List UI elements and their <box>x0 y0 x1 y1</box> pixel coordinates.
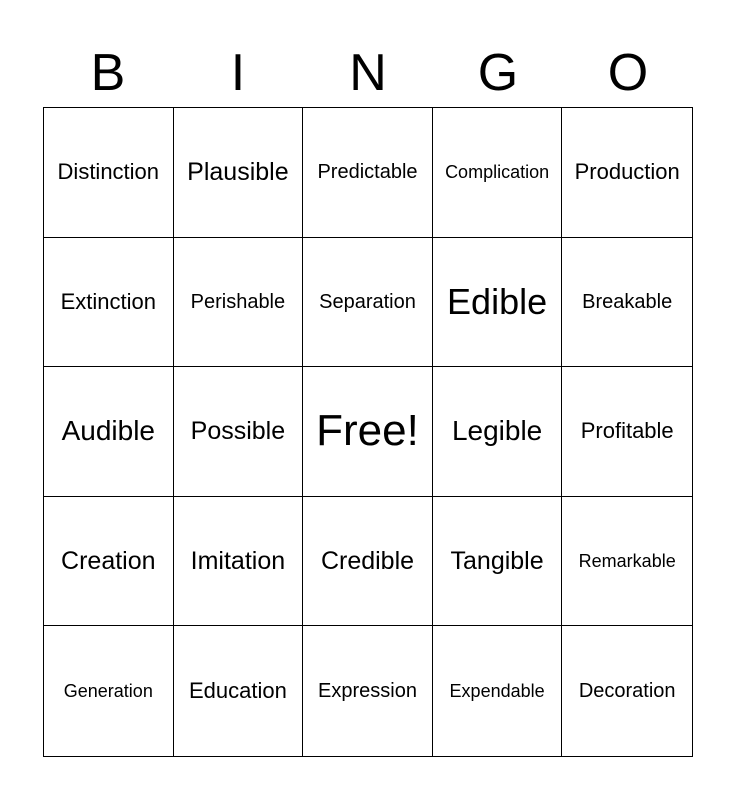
header-letter-b: B <box>90 44 126 102</box>
bingo-header <box>43 40 693 106</box>
header-letter-o: O <box>607 44 649 102</box>
bingo-cell[interactable]: Tangible <box>433 497 563 627</box>
bingo-cell[interactable]: Distinction <box>44 108 174 238</box>
bingo-cell[interactable]: Remarkable <box>562 497 692 627</box>
bingo-cell[interactable]: Possible <box>174 367 304 497</box>
header-letter-n: N <box>349 44 387 102</box>
bingo-cell[interactable]: Credible <box>303 497 433 627</box>
bingo-cell[interactable]: Breakable <box>562 238 692 368</box>
bingo-cell[interactable]: Education <box>174 626 304 756</box>
free-space-cell[interactable]: Free! <box>303 367 433 497</box>
bingo-cell[interactable]: Perishable <box>174 238 304 368</box>
bingo-cell[interactable]: Creation <box>44 497 174 627</box>
bingo-cell[interactable]: Plausible <box>174 108 304 238</box>
bingo-board <box>43 107 693 757</box>
bingo-cell[interactable]: Decoration <box>578 680 676 703</box>
bingo-cell[interactable]: Separation <box>303 238 433 368</box>
bingo-cell[interactable]: Production <box>562 108 692 238</box>
header-letter-g: G <box>477 44 519 102</box>
bingo-cell[interactable]: Legible <box>433 367 563 497</box>
bingo-cell[interactable]: Extinction <box>44 238 174 368</box>
bingo-cell[interactable]: Imitation <box>174 497 304 627</box>
bingo-cell[interactable]: Audible <box>44 367 174 497</box>
bingo-cell[interactable]: Generation <box>44 626 174 756</box>
bingo-cell[interactable]: Predictable <box>303 108 433 238</box>
header-letter-i: I <box>230 44 246 102</box>
bingo-cell[interactable]: Complication <box>433 108 563 238</box>
bingo-cell[interactable]: Expression <box>303 626 433 756</box>
bingo-cell[interactable]: Edible <box>433 238 563 368</box>
bingo-cell[interactable]: Profitable <box>562 367 692 497</box>
bingo-cell[interactable]: Expendable <box>433 626 563 756</box>
